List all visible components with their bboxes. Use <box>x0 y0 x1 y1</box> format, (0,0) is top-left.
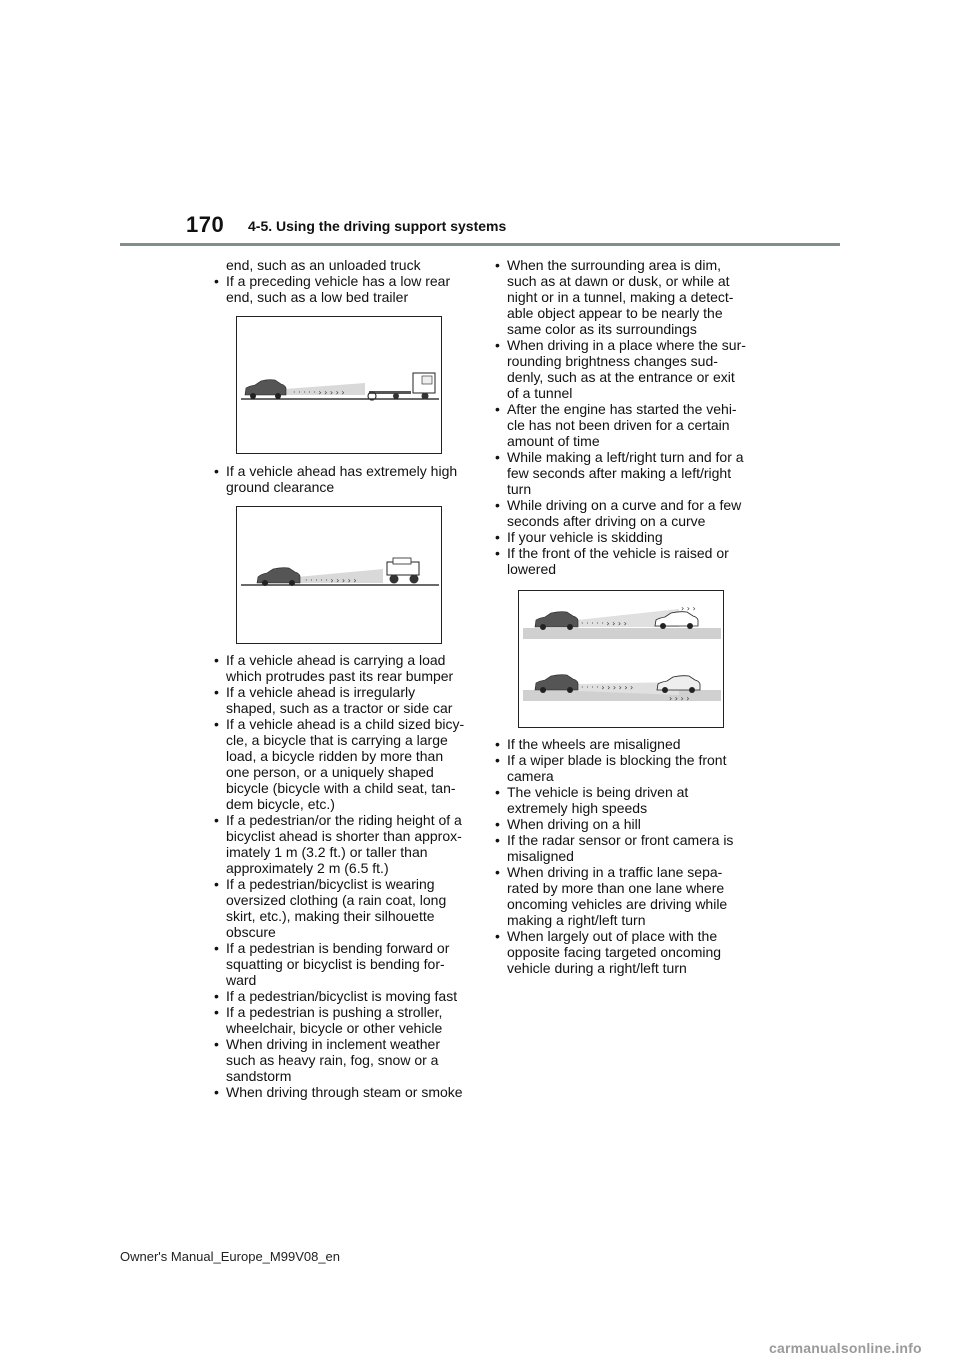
bullet-text-line: night or in a tunnel, making a detect- <box>507 289 734 305</box>
bullet-marker: • <box>495 832 500 848</box>
bullet-item <box>493 832 755 864</box>
left-column <box>212 257 474 1100</box>
figure-vehicle-raised-lowered <box>518 590 724 728</box>
bullet-marker: • <box>495 401 500 417</box>
bullet-text-line: ward <box>226 972 257 988</box>
bullet-text-line: If a vehicle ahead has extremely high <box>226 463 458 479</box>
bullet-marker: • <box>495 497 500 513</box>
bullet-list <box>493 257 755 577</box>
bullet-item <box>493 257 755 337</box>
svg-text:› › ›: › › › <box>681 604 696 613</box>
low-trailer-illustration <box>237 317 443 455</box>
bullet-marker: • <box>214 273 219 289</box>
section-title: 4-5. Using the driving support systems <box>248 218 507 234</box>
footer-manual-id: Owner's Manual_Europe_M99V08_en <box>120 1249 341 1264</box>
bullet-marker: • <box>214 1084 219 1100</box>
bullet-text-line: While driving on a curve and for a few <box>507 497 742 513</box>
bullet-text-line: cle has not been driven for a certain <box>507 417 730 433</box>
bullet-text-line: If the wheels are misaligned <box>507 736 681 752</box>
bullet-text-line: few seconds after making a left/right <box>507 465 732 481</box>
figure-high-clearance <box>236 506 442 644</box>
bullet-text-line: If a pedestrian is bending forward or <box>226 940 450 956</box>
bullet-text-line: After the engine has started the vehi- <box>507 401 737 417</box>
bullet-text-line: dem bicycle, etc.) <box>226 796 335 812</box>
header-rule <box>120 243 840 246</box>
bullet-text-line: able object appear to be nearly the <box>507 305 723 321</box>
bullet-text-line: same color as its surroundings <box>507 321 697 337</box>
bullet-text-line: sandstorm <box>226 1068 292 1084</box>
bullet-text-line: oncoming vehicles are driving while <box>507 896 728 912</box>
bullet-marker: • <box>495 816 500 832</box>
bullet-text-line: If a vehicle ahead is a child sized bicy- <box>226 716 465 732</box>
bullet-item <box>493 864 755 928</box>
bullet-item <box>493 529 755 545</box>
bullet-text-line: turn <box>507 481 532 497</box>
bullet-item <box>212 273 474 305</box>
bullet-marker: • <box>495 784 500 800</box>
bullet-item <box>212 652 474 684</box>
bullet-text-line: opposite facing targeted oncoming <box>507 944 722 960</box>
bullet-text-line: When the surrounding area is dim, <box>507 257 721 273</box>
bullet-text-line: squatting or bicyclist is bending for- <box>226 956 445 972</box>
bullet-text-line: one person, or a uniquely shaped <box>226 764 434 780</box>
bullet-item <box>212 684 474 716</box>
svg-text:› › › ›: › › › › <box>669 694 690 703</box>
bullet-text-line: end, such as a low bed trailer <box>226 289 409 305</box>
bullet-text-line: such as at dawn or dusk, or while at <box>507 273 730 289</box>
bullet-item <box>493 545 755 577</box>
right-column <box>493 257 755 976</box>
bullet-item <box>493 497 755 529</box>
bullet-text-line: load, a bicycle ridden by more than <box>226 748 444 764</box>
bullet-marker: • <box>495 337 500 353</box>
raised-lowered-illustration <box>519 591 725 729</box>
bullet-text-line: If your vehicle is skidding <box>507 529 663 545</box>
svg-text:· · · · · › › › › ›: · · · · · › › › › › <box>305 576 357 585</box>
bullet-item <box>212 1036 474 1084</box>
bullet-text-line: The vehicle is being driven at <box>507 784 689 800</box>
bullet-item <box>493 449 755 497</box>
bullet-item <box>212 463 474 495</box>
bullet-text-line: If a pedestrian/or the riding height of a <box>226 812 462 828</box>
svg-text:· · · · · › › › ›: · · · · · › › › › <box>581 619 627 628</box>
bullet-list <box>212 652 474 1100</box>
bullet-list <box>493 736 755 976</box>
high-clearance-illustration <box>237 507 443 645</box>
bullet-text-line: such as heavy rain, fog, snow or a <box>226 1052 439 1068</box>
watermark: carmanualsonline.info <box>769 1340 922 1356</box>
bullet-text-line: camera <box>507 768 554 784</box>
bullet-text-line: When largely out of place with the <box>507 928 718 944</box>
bullet-marker: • <box>214 812 219 828</box>
bullet-text-line: which protrudes past its rear bumper <box>226 668 454 684</box>
bullet-item <box>212 876 474 940</box>
bullet-text-line: seconds after driving on a curve <box>507 513 706 529</box>
bullet-text-line: When driving in a place where the sur- <box>507 337 746 353</box>
bullet-text-line: vehicle during a right/left turn <box>507 960 687 976</box>
bullet-marker: • <box>495 449 500 465</box>
svg-text:· · · · · › › › › ›: · · · · · › › › › › <box>293 388 345 397</box>
bullet-text-line: If the front of the vehicle is raised or <box>507 545 729 561</box>
bullet-text-line: extremely high speeds <box>507 800 648 816</box>
bullet-marker: • <box>214 876 219 892</box>
bullet-item <box>212 1004 474 1036</box>
bullet-marker: • <box>495 529 500 545</box>
bullet-text-line: denly, such as at the entrance or exit <box>507 369 735 385</box>
page-number: 170 <box>186 212 225 237</box>
bullet-text-line: When driving in a traffic lane sepa- <box>507 864 723 880</box>
bullet-text-line: If a preceding vehicle has a low rear <box>226 273 451 289</box>
bullet-text-line: making a right/left turn <box>507 912 646 928</box>
bullet-text-line: oversized clothing (a rain coat, long <box>226 892 447 908</box>
bullet-text-line: If a wiper blade is blocking the front <box>507 752 727 768</box>
bullet-marker: • <box>495 736 500 752</box>
bullet-text-line: If the radar sensor or front camera is <box>507 832 734 848</box>
bullet-marker: • <box>214 940 219 956</box>
bullet-text-line: rounding brightness changes sud- <box>507 353 718 369</box>
bullet-item <box>493 752 755 784</box>
bullet-text-line: If a vehicle ahead is irregularly <box>226 684 416 700</box>
bullet-text-line: lowered <box>507 561 557 577</box>
bullet-item <box>493 928 755 976</box>
bullet-text-line: approximately 2 m (6.5 ft.) <box>226 860 389 876</box>
intro-continuation: end, such as an unloaded truck <box>226 257 421 273</box>
bullet-item <box>493 401 755 449</box>
bullet-text-line: When driving through steam or smoke <box>226 1084 463 1100</box>
bullet-marker: • <box>495 752 500 768</box>
bullet-text-line: When driving on a hill <box>507 816 641 832</box>
bullet-marker: • <box>495 545 500 561</box>
bullet-marker: • <box>214 1036 219 1052</box>
bullet-item <box>493 337 755 401</box>
bullet-marker: • <box>214 684 219 700</box>
bullet-item <box>493 816 755 832</box>
bullet-text-line: If a pedestrian/bicyclist is moving fast <box>226 988 458 1004</box>
bullet-text-line: misaligned <box>507 848 574 864</box>
bullet-text-line: If a pedestrian is pushing a stroller, <box>226 1004 443 1020</box>
bullet-list <box>212 463 474 495</box>
bullet-marker: • <box>214 988 219 1004</box>
bullet-item <box>212 988 474 1004</box>
bullet-marker: • <box>214 716 219 732</box>
bullet-text-line: obscure <box>226 924 276 940</box>
bullet-text-line: bicycle (bicycle with a child seat, tan- <box>226 780 456 796</box>
bullet-text-line: imately 1 m (3.2 ft.) or taller than <box>226 844 428 860</box>
bullet-text-line: skirt, etc.), making their silhouette <box>226 908 435 924</box>
bullet-marker: • <box>495 928 500 944</box>
bullet-list <box>212 273 474 305</box>
bullet-item <box>493 736 755 752</box>
bullet-text-line: ground clearance <box>226 479 335 495</box>
bullet-text-line: bicyclist ahead is shorter than approx- <box>226 828 462 844</box>
bullet-item <box>212 940 474 988</box>
svg-text:· · · · › › › › › ›: · · · · › › › › › › <box>581 683 634 692</box>
bullet-item <box>212 812 474 876</box>
figure-low-bed-trailer <box>236 316 442 454</box>
bullet-marker: • <box>214 463 219 479</box>
bullet-text-line: When driving in inclement weather <box>226 1036 440 1052</box>
bullet-marker: • <box>495 257 500 273</box>
bullet-text-line: cle, a bicycle that is carrying a large <box>226 732 448 748</box>
bullet-text-line: of a tunnel <box>507 385 573 401</box>
bullet-text-line: If a vehicle ahead is carrying a load <box>226 652 446 668</box>
bullet-text-line: rated by more than one lane where <box>507 880 725 896</box>
bullet-text-line: While making a left/right turn and for a <box>507 449 744 465</box>
bullet-text-line: wheelchair, bicycle or other vehicle <box>226 1020 443 1036</box>
bullet-text-line: amount of time <box>507 433 600 449</box>
bullet-text-line: shaped, such as a tractor or side car <box>226 700 453 716</box>
bullet-marker: • <box>214 1004 219 1020</box>
bullet-item <box>212 716 474 812</box>
bullet-text-line: If a pedestrian/bicyclist is wearing <box>226 876 435 892</box>
bullet-marker: • <box>495 864 500 880</box>
bullet-marker: • <box>214 652 219 668</box>
bullet-item <box>493 784 755 816</box>
bullet-item <box>212 1084 474 1100</box>
